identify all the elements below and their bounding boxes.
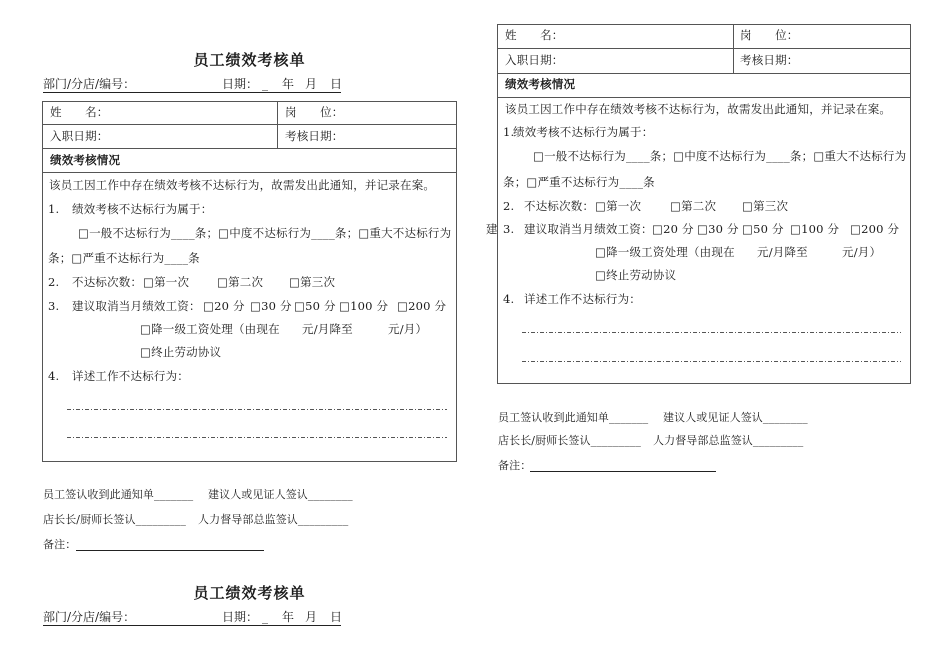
item3-option-100: □100 分 [790,222,840,236]
hr-signature: 人力督导部总监签认_________ [198,513,349,526]
item2-option-third: □第三次 [289,275,336,289]
intro-text: 该员工因工作中存在绩效考核不达标行为，故需发出此通知，并记录在案。 [505,102,892,116]
item3-number: 3. [48,299,60,313]
row-divider [42,148,457,149]
item1-label: 绩效考核不达标行为属于： [72,202,213,216]
item1-options-line2: 条；□严重不达标行为____条 [48,251,200,265]
terminate-option: □终止劳动协议 [595,268,677,282]
item3-option-200: □200 分 [397,299,447,313]
item1-label: 绩效考核不达标行为属于： [513,125,654,139]
item2-option-first: □第一次 [595,199,642,213]
item4-number: 4. [503,292,515,306]
item3-option-20: □20 分 [203,299,245,313]
item3-option-50: □50 分 [294,299,336,313]
column-divider [277,101,278,149]
position-label: 岗 位： [285,105,344,119]
row-divider [497,73,911,74]
remark-blank [530,460,716,472]
remark-blank [76,539,264,551]
remark-label: 备注： [43,538,77,551]
witness-signature: 建议人或见证人签认________ [663,411,808,424]
item2-label: 不达标次数： [524,199,595,213]
item3-option-30: □30 分 [250,299,292,313]
column-divider [733,24,734,73]
name-label: 姓 名： [505,28,564,42]
section-title: 绩效考核情况 [50,153,121,167]
item3-option-200: □200 分 [850,222,900,236]
item2-number: 2. [48,275,60,289]
item4-number: 4. [48,369,60,383]
date-label: 日期： [222,77,259,91]
review-date-label: 考核日期： [285,129,344,143]
item3-label: 建议取消当月绩效工资： [524,222,653,236]
item3-option-30: □30 分 [697,222,739,236]
section-title: 绩效考核情况 [505,77,576,91]
item3-option-50: □50 分 [742,222,784,236]
date-blank: _ [262,77,268,91]
hire-date-label: 入职日期： [50,129,109,143]
item3-option-20: □20 分 [652,222,694,236]
item2-option-second: □第二次 [217,275,264,289]
row-divider [497,97,911,98]
row-divider [42,124,457,125]
date-label: 日期： [222,610,259,624]
item3-option-100: □100 分 [339,299,389,313]
item3-number: 3. [503,222,515,236]
employee-signature: 员工签认收到此通知单_______ [43,488,194,501]
item1-options-line1: □一般不达标行为____条；□中度不达标行为____条；□重大不达标行为 [533,149,907,163]
detail-writing-line [522,332,901,333]
name-label: 姓 名： [50,105,109,119]
dept-label: 部门/分店/编号： [43,610,136,624]
review-date-label: 考核日期： [740,53,799,67]
detail-writing-line [67,437,447,438]
item2-option-third: □第三次 [742,199,789,213]
form-copy-left [42,101,457,561]
witness-signature: 建议人或见证人签认________ [208,488,353,501]
stray-character: 建 [486,222,498,236]
intro-text: 该员工因工作中存在绩效考核不达标行为，故需发出此通知，并记录在案。 [49,178,436,192]
manager-signature: 店长长/厨师长签认_________ [498,434,642,447]
date-blank: _ [262,610,268,624]
item1-number: 1. [48,202,60,216]
detail-writing-line [67,409,447,410]
month-label: 月 [305,610,318,624]
hr-signature: 人力督导部总监签认_________ [653,434,804,447]
dept-label: 部门/分店/编号： [43,77,136,91]
item1-number: 1. [503,125,515,139]
manager-signature: 店长长/厨师长签认_________ [43,513,187,526]
demote-suffix: 元/月） [842,245,882,259]
item4-label: 详述工作不达标行为： [524,292,641,306]
form-title: 员工绩效考核单 [193,51,306,69]
year-label: 年 [282,610,295,624]
item4-label: 详述工作不达标行为： [72,369,189,383]
item3-label: 建议取消当月绩效工资： [72,299,201,313]
form-header [43,610,341,626]
row-divider [42,172,457,173]
item2-option-second: □第二次 [670,199,717,213]
position-label: 岗 位： [740,28,799,42]
day-label: 日 [330,610,343,624]
row-divider [497,48,911,49]
item1-options-line1: □一般不达标行为____条；□中度不达标行为____条；□重大不达标行为 [78,226,452,240]
demote-mid: 元/月降至 [302,322,353,336]
demote-prefix: □降一级工资处理（由现在 [595,245,735,259]
demote-mid: 元/月降至 [757,245,808,259]
demote-prefix: □降一级工资处理（由现在 [140,322,280,336]
month-label: 月 [305,77,318,91]
demote-suffix: 元/月） [388,322,428,336]
detail-writing-line [522,361,901,362]
item2-option-first: □第一次 [143,275,190,289]
form-copy-right [486,24,911,484]
item2-label: 不达标次数： [72,275,143,289]
item2-number: 2. [503,199,515,213]
item1-options-line2: 条；□严重不达标行为____条 [503,175,655,189]
remark-label: 备注： [498,459,532,472]
employee-signature: 员工签认收到此通知单_______ [498,411,649,424]
day-label: 日 [330,77,343,91]
form-title: 员工绩效考核单 [193,584,306,602]
form-header [43,77,341,93]
terminate-option: □终止劳动协议 [140,345,222,359]
hire-date-label: 入职日期： [505,53,564,67]
year-label: 年 [282,77,295,91]
